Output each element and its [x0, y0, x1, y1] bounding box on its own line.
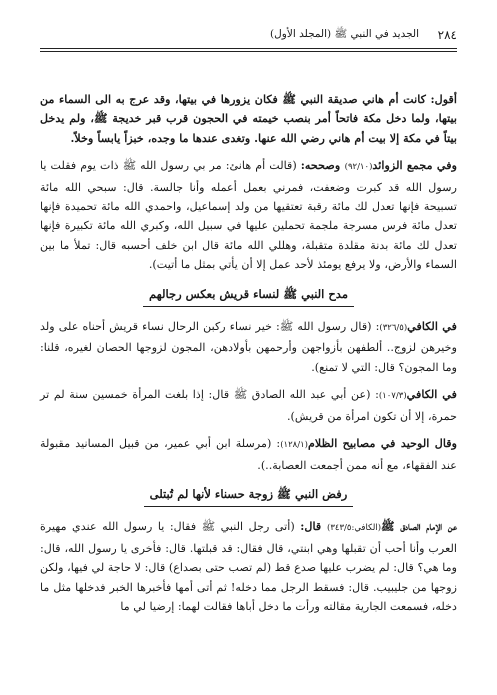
source-name: وفي مجمع الزوائد	[372, 158, 457, 173]
majma-paragraph	[40, 156, 457, 274]
source-name: في الكافي	[406, 387, 457, 402]
sadiq-paragraph	[40, 517, 457, 616]
page-body	[40, 90, 457, 624]
hadith-text: (أتى رجل النبي ﷺ فقال: يا رسول الله عندي مهيرة العرب وأنا أحب أن تقبلها وهي ابنتي، قال فقال: قد قبلتها. قال: فأخرى يا رسول الله، قال: وما هي؟ قال: لم يضرب عليها صدع قط (لم تصب حتى بصداع) قال: لا حاجة لي فيها، ولكن زوجها من جليبيب. قال: فسقط الرجل مما دخله! ثم أتى أمها فأخبرها الخبر فدخلها مثل ما دخله، فسمعت الجارية مقالته ورأت ما دخل أباها فقالت لهما: إرضيا لي ما	[40, 520, 457, 613]
source-name: وقال الوحيد في مصابيح الظلام	[308, 436, 457, 451]
header-rule-bottom	[40, 51, 457, 52]
source-reference: (٩٢/١٠)	[344, 162, 373, 173]
kafi-paragraph-2	[40, 385, 457, 426]
page-header	[40, 28, 457, 48]
masabih-paragraph	[40, 434, 457, 475]
section-heading-rejection: رفض النبي ﷺ زوجة حسناء لأنها لم تُبتلى	[40, 485, 457, 507]
opening-paragraph: أقول: كانت أم هاني صديقة النبي ﷺ فكان يزورها في بيتها، وقد عرج به الى السماء من بيتها، ولما دخل مكة فاتحاً أمر بنصب خيمته في الحجون قرب قبر خديجة ﷺ، ولم يدخل بيتاً في مكة إلا بيت أم هاني رضي الله عنها. وتغدى عندها ما وجده، خبزاً يابساً وخلاً.	[40, 92, 457, 145]
hadith-text: : (عن أبي عبد الله الصادق ﷺ قال: إذا بلغت المرأة خمسين سنة لم تر حمرة، إلا أن تكون امرأة من قريش).	[40, 388, 457, 423]
page-number: ٢٨٤	[437, 28, 457, 42]
header-rule-top	[40, 48, 457, 49]
hadith-text: : (مرسلة ابن أبي عمير، من قبيل المسانيد مقبولة عند الفقهاء، مع أنه ممن أجمعت العصابة..).	[40, 437, 457, 472]
source-reference: (١٢٨/١)	[280, 440, 308, 451]
source-reference: (الكافي:٣٤٣/٥)	[326, 523, 382, 534]
source-name-suffix: وصححه:	[300, 158, 345, 173]
source-name: عن الإمام الصادق ﷺ	[381, 519, 457, 534]
kafi-paragraph-1	[40, 317, 457, 377]
running-title: الجديد في النبي ﷺ (المجلد الأول)	[270, 28, 419, 40]
hadith-text: (قالت أم هانئ: مر بي رسول الله ﷺ ذات يوم فقلت يا رسول الله قد كبرت وضعفت، فمرني بعمل أعمله وأنا جالسة. قال: سبحي الله مائة تسبيحة فإنها تعدل لك مائة رقبة تعتقيها من ولد إسماعيل، واحمدي الله مائة تحميدة فإنها تعدل مائة فرس مسرجة ملجمة تحملين عليها في سبيل الله، وكبري الله مائة تكبيرة فإنها تعدل لك مائة بدنة مقلدة متقبلة، وهللي الله مائة قال ابن خلف أحسبه قال: تملأ ما بين السماء والأرض، ولا يرفع يومئذ لأحد عمل إلا أن يأتي بمثل ما أتيت).	[40, 159, 457, 272]
section-heading-quraysh: مدح النبي ﷺ لنساء قريش بعكس رجالهم	[40, 285, 457, 307]
hadith-text: : (قال رسول الله ﷺ: خير نساء ركبن الرحال نساء قريش أحناه على ولد وخيرهن لزوج.. ألطفهن بأزواجهن وأرحمهن بأولادهن، المجون لزوجها الحصان لغيره، قلنا: وما المجون؟ قال: التي لا تمنع).	[40, 320, 457, 374]
source-reference: (٣٢٦/٥)	[379, 323, 408, 334]
source-reference: (١٠٧/٣)	[378, 391, 407, 402]
source-name: في الكافي	[407, 319, 457, 334]
source-name-suffix: قال:	[300, 519, 327, 534]
